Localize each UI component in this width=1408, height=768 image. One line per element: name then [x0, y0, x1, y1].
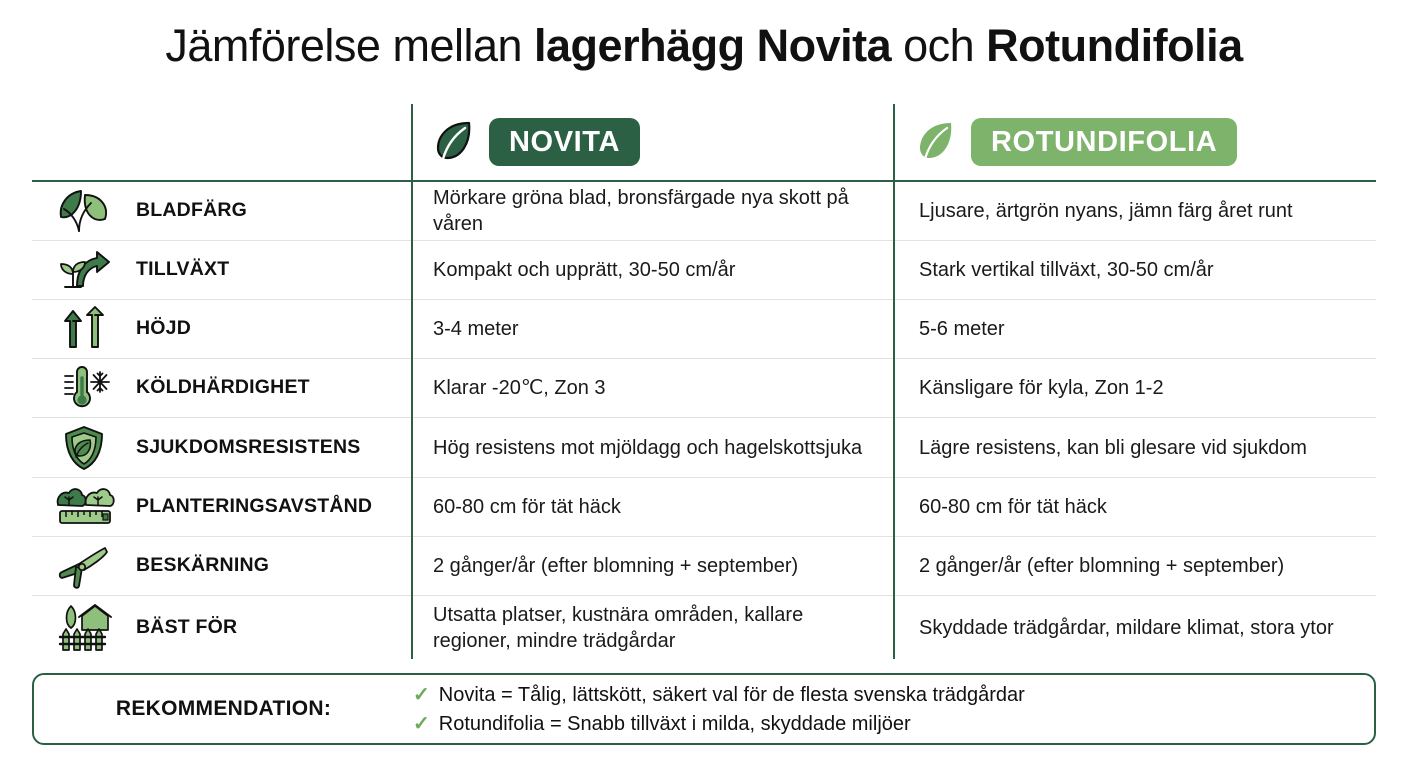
title-part-2: lagerhägg Novita	[534, 20, 892, 71]
shield-leaf-icon	[32, 424, 136, 472]
cell-novita: Hög resistens mot mjöldagg och hagelskottsjuka	[433, 436, 863, 459]
fence-house-icon	[32, 602, 136, 654]
recommendation-text: Rotundifolia = Snabb tillväxt i milda, skyddade miljöer	[438, 712, 911, 735]
cell-rotundifolia: Känsligare för kyla, Zon 1-2	[919, 377, 1164, 399]
two-leaves-icon	[32, 187, 136, 235]
title-part-1: Jämförelse mellan	[165, 20, 535, 71]
row-label: BLADFÄRG	[136, 199, 248, 222]
leaf-icon	[429, 115, 479, 170]
table-row	[32, 417, 1376, 477]
cell-rotundifolia: Skyddade trädgårdar, mildare klimat, stora ytor	[919, 616, 1334, 639]
cell-rotundifolia: Stark vertikal tillväxt, 30-50 cm/år	[919, 259, 1214, 281]
recommendation-item	[413, 682, 1025, 708]
table-row	[32, 358, 1376, 417]
column-divider-left	[411, 104, 413, 659]
cell-rotundifolia: 60-80 cm för tät häck	[919, 496, 1107, 518]
check-mark-icon: ✓	[413, 683, 430, 706]
row-label: BESKÄRNING	[136, 554, 270, 577]
cell-novita: 3-4 meter	[433, 318, 519, 340]
row-label: HÖJD	[136, 317, 191, 340]
row-label: BÄST FÖR	[136, 615, 238, 638]
recommendation-box	[32, 673, 1376, 745]
header-rotundifolia	[893, 104, 1376, 180]
page-title	[0, 18, 1408, 74]
cell-novita: Kompakt och upprätt, 30-50 cm/år	[433, 259, 736, 281]
row-label: PLANTERINGSAVSTÅND	[136, 495, 373, 518]
row-label: SJUKDOMSRESISTENS	[136, 435, 361, 458]
table-row	[32, 240, 1376, 299]
cell-rotundifolia: 2 gånger/år (efter blomning + september)	[919, 555, 1285, 577]
title-part-3: och	[891, 20, 987, 71]
cell-novita: Mörkare gröna blad, bronsfärgade nya skott på våren	[433, 187, 849, 235]
header-novita	[411, 104, 893, 180]
recommendation-text: Novita = Tålig, lättskött, säkert val för de flesta svenska trädgårdar	[438, 683, 1025, 706]
two-up-arrows-icon	[32, 305, 136, 353]
cell-novita: 2 gånger/år (efter blomning + september)	[433, 555, 799, 577]
cell-rotundifolia: Lägre resistens, kan bli glesare vid sjukdom	[919, 436, 1307, 459]
bushes-ruler-icon	[32, 483, 136, 531]
badge-rotundifolia-label: ROTUNDIFOLIA	[971, 118, 1237, 166]
table-row	[32, 180, 1376, 240]
cell-rotundifolia: 5-6 meter	[919, 318, 1005, 340]
table-header-row	[32, 104, 1376, 180]
recommendation-item	[413, 711, 1025, 737]
row-label: TILLVÄXT	[136, 258, 230, 281]
check-mark-icon: ✓	[413, 712, 430, 735]
leaf-icon	[911, 115, 961, 170]
table-row	[32, 595, 1376, 659]
column-divider-right	[893, 104, 895, 659]
cell-novita: Klarar -20℃, Zon 3	[433, 377, 606, 399]
header-spacer	[32, 104, 411, 180]
thermometer-snowflake-icon	[32, 364, 136, 412]
table-row	[32, 536, 1376, 595]
badge-novita-label: NOVITA	[489, 118, 640, 166]
table-row	[32, 299, 1376, 358]
pruning-shears-icon	[32, 542, 136, 590]
row-label: KÖLDHÄRDIGHET	[136, 376, 310, 399]
sprout-growth-arrow-icon	[32, 246, 136, 294]
title-part-4: Rotundifolia	[986, 20, 1243, 71]
cell-novita: 60-80 cm för tät häck	[433, 496, 621, 518]
table-row	[32, 477, 1376, 536]
comparison-table	[32, 104, 1376, 659]
recommendation-title: REKOMMENDATION:	[115, 697, 332, 720]
cell-rotundifolia: Ljusare, ärtgrön nyans, jämn färg året runt	[919, 200, 1293, 222]
cell-novita: Utsatta platser, kustnära områden, kallare regioner, mindre trädgårdar	[433, 603, 804, 652]
